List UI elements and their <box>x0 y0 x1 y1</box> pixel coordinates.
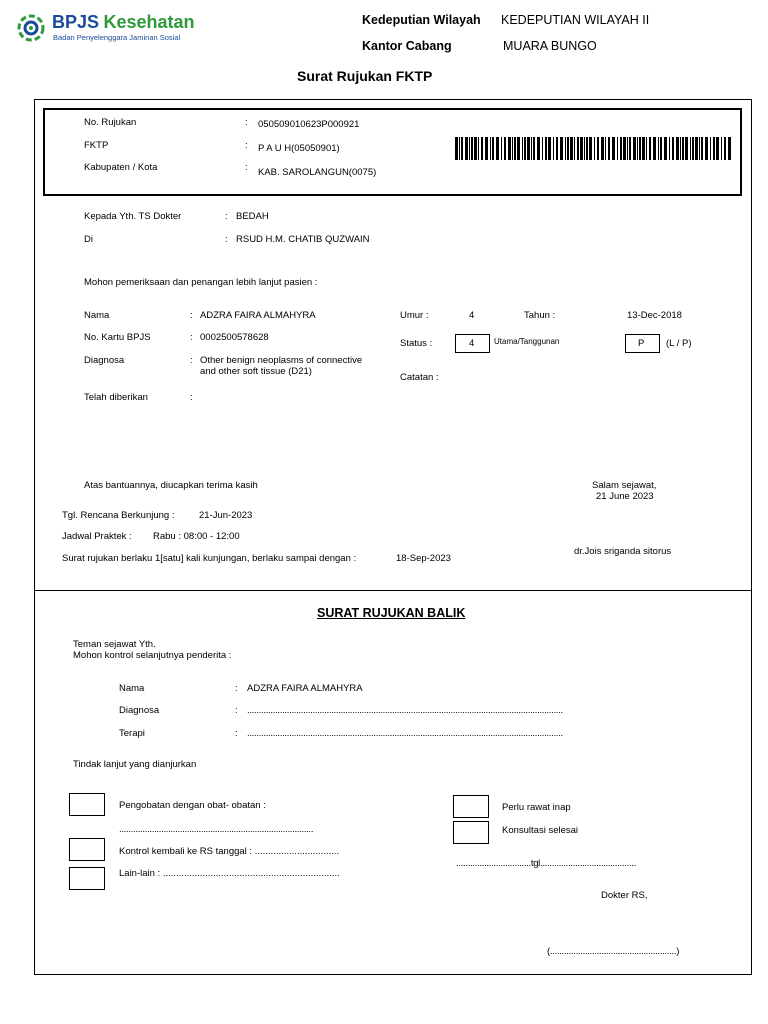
jadwal-label: Jadwal Praktek : <box>62 531 132 542</box>
balik-greet2: Mohon kontrol selanjutnya penderita : <box>73 650 232 661</box>
no-rujukan-value: 050509010623P000921 <box>258 119 360 130</box>
tahun-label: Tahun : <box>524 310 556 321</box>
rawat-checkbox[interactable] <box>453 795 489 818</box>
dokter-rs-label: Dokter RS, <box>601 890 648 901</box>
balik-terapi-label: Terapi <box>119 728 145 739</box>
wilayah-value: KEDEPUTIAN WILAYAH II <box>501 13 650 27</box>
brand-kesehatan: Kesehatan <box>103 12 195 32</box>
section-divider <box>34 590 752 591</box>
umur-value: 4 <box>469 310 475 321</box>
di-label: Di <box>84 234 93 245</box>
obat-label: Pengobatan dengan obat- obatan : <box>119 800 266 811</box>
letter-date: 21 June 2023 <box>596 491 654 502</box>
kab-value: KAB. SAROLANGUN(0075) <box>258 167 377 178</box>
status-label: Status : <box>400 338 433 349</box>
telah-label: Telah diberikan <box>84 392 148 403</box>
lain-label: Lain-lain : ................................................................... <box>119 868 340 879</box>
page-title: Surat Rujukan FKTP <box>297 68 433 84</box>
kartu-value: 0002500578628 <box>200 332 269 343</box>
balik-diagnosa-label: Diagnosa <box>119 705 160 716</box>
gender-hint: (L / P) <box>666 338 692 349</box>
wilayah-label: Kedeputian Wilayah <box>362 13 481 27</box>
colon: : <box>245 162 248 173</box>
no-rujukan-label: No. Rujukan <box>84 117 137 128</box>
balik-nama-label: Nama <box>119 683 145 694</box>
nama-value: ADZRA FAIRA ALMAHYRA <box>200 310 316 321</box>
doctor-name: dr.Jois sriganda sitorus <box>574 546 672 557</box>
berlaku-value: 18-Sep-2023 <box>396 553 451 564</box>
rencana-value: 21-Jun-2023 <box>199 510 253 521</box>
tgl-line: ................................tgl......................................... <box>456 858 636 869</box>
diagnosa-value-line2: and other soft tissue (D21) <box>200 366 312 377</box>
fktp-value: P A U H(05050901) <box>258 143 340 154</box>
konsul-label: Konsultasi selesai <box>502 825 579 836</box>
kartu-label: No. Kartu BPJS <box>84 332 151 343</box>
kepada-value: BEDAH <box>236 211 269 222</box>
nama-label: Nama <box>84 310 110 321</box>
fktp-label: FKTP <box>84 140 109 151</box>
cabang-label: Kantor Cabang <box>362 39 452 53</box>
obat-dots: ................................................................................... <box>119 824 314 835</box>
barcode <box>455 137 735 160</box>
kab-label: Kabupaten / Kota <box>84 162 158 173</box>
konsul-checkbox[interactable] <box>453 821 489 844</box>
kepada-label: Kepada Yth. TS Dokter <box>84 211 182 222</box>
tindak-label: Tindak lanjut yang dianjurkan <box>73 759 197 770</box>
bpjs-logo-icon <box>17 14 45 42</box>
rawat-label: Perlu rawat inap <box>502 802 571 813</box>
kontrol-checkbox[interactable] <box>69 838 105 861</box>
catatan-label: Catatan : <box>400 372 439 383</box>
umur-label: Umur : <box>400 310 429 321</box>
jadwal-value: Rabu : 08:00 - 12:00 <box>153 531 240 542</box>
status-value: 4 <box>469 338 475 349</box>
signature-line: (......................................................) <box>547 946 680 957</box>
brand-bpjs: BPJS <box>52 12 100 32</box>
thanks-text: Atas bantuannya, diucapkan terima kasih <box>84 480 258 491</box>
colon: : <box>245 117 248 128</box>
lain-checkbox[interactable] <box>69 867 105 890</box>
obat-checkbox[interactable] <box>69 793 105 816</box>
salam-text: Salam sejawat, <box>592 480 657 491</box>
intro-text: Mohon pemeriksaan dan penangan lebih lanjut pasien : <box>84 277 318 288</box>
referral-frame <box>34 99 752 975</box>
balik-terapi-dots: ....................................................................................................................................... <box>247 728 563 739</box>
balik-nama-value: ADZRA FAIRA ALMAHYRA <box>247 683 363 694</box>
brand-subtitle: Badan Penyelenggara Jaminan Sosial <box>53 33 181 42</box>
tahun-value: 13-Dec-2018 <box>627 310 682 321</box>
brand-name <box>52 12 195 33</box>
diagnosa-label: Diagnosa <box>84 355 125 366</box>
gender-value: P <box>638 338 645 349</box>
diagnosa-value-line1: Other benign neoplasms of connective <box>200 355 363 366</box>
di-value: RSUD H.M. CHATIB QUZWAIN <box>236 234 370 245</box>
kontrol-label: Kontrol kembali ke RS tanggal : ................................ <box>119 846 340 857</box>
cabang-value: MUARA BUNGO <box>503 39 597 53</box>
balik-diagnosa-dots: ....................................................................................................................................... <box>247 705 563 716</box>
status-desc: Utama/Tanggunan <box>494 337 560 346</box>
berlaku-label: Surat rujukan berlaku 1[satu] kali kunjungan, berlaku sampai dengan : <box>62 553 357 564</box>
colon: : <box>245 140 248 151</box>
balik-title: SURAT RUJUKAN BALIK <box>317 606 466 620</box>
balik-greet1: Teman sejawat Yth. <box>73 639 156 650</box>
rencana-label: Tgl. Rencana Berkunjung : <box>62 510 175 521</box>
